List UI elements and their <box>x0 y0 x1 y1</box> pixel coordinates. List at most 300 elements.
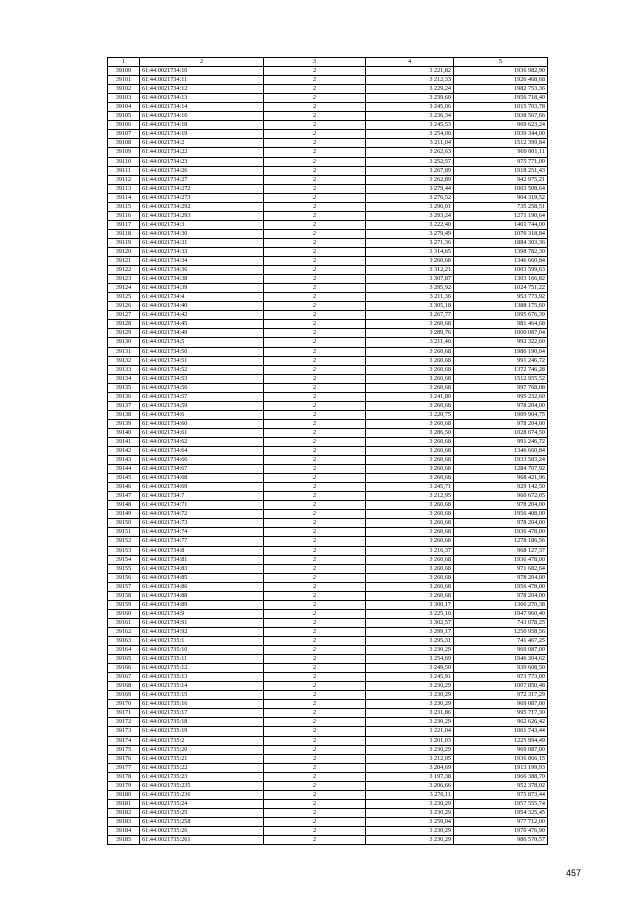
value-cell: 1278 186,56 <box>454 537 548 546</box>
row-number-cell: 39124 <box>108 284 140 293</box>
cadastral-number-cell: 61:44:0021734:27 <box>140 175 264 184</box>
category-cell: 2 <box>264 555 366 564</box>
category-cell: 2 <box>264 157 366 166</box>
cadastral-number-cell: 61:44:0021734:272 <box>140 184 264 193</box>
area-cell: 3 230,29 <box>366 691 454 700</box>
table-row <box>108 166 548 175</box>
table-row <box>108 220 548 229</box>
cadastral-number-cell: 61:44:0021734:71 <box>140 501 264 510</box>
row-number-cell: 39171 <box>108 709 140 718</box>
row-number-cell: 39137 <box>108 401 140 410</box>
category-cell: 2 <box>264 745 366 754</box>
value-cell: 1003 599,63 <box>454 266 548 275</box>
category-cell: 2 <box>264 664 366 673</box>
value-cell: 1271 190,64 <box>454 211 548 220</box>
table-row <box>108 130 548 139</box>
header-row <box>108 58 548 67</box>
value-cell: 735 258,51 <box>454 202 548 211</box>
table-row <box>108 474 548 483</box>
category-cell: 2 <box>264 682 366 691</box>
column-header: 3 <box>264 58 366 67</box>
cadastral-number-cell: 61:44:0021734:72 <box>140 510 264 519</box>
table-row <box>108 193 548 202</box>
category-cell: 2 <box>264 474 366 483</box>
area-cell: 3 262,89 <box>366 175 454 184</box>
area-cell: 3 305,18 <box>366 302 454 311</box>
area-cell: 3 204,69 <box>366 763 454 772</box>
category-cell: 2 <box>264 94 366 103</box>
cadastral-number-cell: 61:44:0021734:14 <box>140 103 264 112</box>
category-cell: 2 <box>264 175 366 184</box>
value-cell: 978 204,00 <box>454 419 548 428</box>
area-cell: 3 239,60 <box>366 94 454 103</box>
area-cell: 3 245,53 <box>366 121 454 130</box>
area-cell: 3 260,68 <box>366 320 454 329</box>
row-number-cell: 39161 <box>108 618 140 627</box>
area-cell: 3 260,68 <box>366 528 454 537</box>
cadastral-number-cell: 61:44:0021734:83 <box>140 564 264 573</box>
value-cell: 1909 904,75 <box>454 410 548 419</box>
cadastral-number-cell: 61:44:0021734:6 <box>140 410 264 419</box>
cadastral-number-cell: 61:44:0021734:16 <box>140 112 264 121</box>
row-number-cell: 39129 <box>108 329 140 338</box>
cadastral-number-cell: 61:44:0021735:258 <box>140 817 264 826</box>
value-cell: 1995 676,39 <box>454 311 548 320</box>
table-row <box>108 247 548 256</box>
row-number-cell: 39155 <box>108 564 140 573</box>
cadastral-number-cell: 61:44:0021734:293 <box>140 211 264 220</box>
value-cell: 952 378,02 <box>454 781 548 790</box>
cadastral-number-cell: 61:44:0021735:1 <box>140 637 264 646</box>
table-row <box>108 492 548 501</box>
area-cell: 3 230,29 <box>366 646 454 655</box>
area-cell: 3 295,92 <box>366 284 454 293</box>
category-cell: 2 <box>264 736 366 745</box>
row-number-cell: 39169 <box>108 691 140 700</box>
cadastral-number-cell: 61:44:0021734:85 <box>140 573 264 582</box>
category-cell: 2 <box>264 139 366 148</box>
cadastral-number-cell: 61:44:0021735:23 <box>140 772 264 781</box>
cadastral-number-cell: 61:44:0021734:62 <box>140 437 264 446</box>
row-number-cell: 39176 <box>108 754 140 763</box>
area-cell: 3 230,29 <box>366 682 454 691</box>
area-cell: 3 197,38 <box>366 772 454 781</box>
cadastral-number-cell: 61:44:0021734:273 <box>140 193 264 202</box>
cadastral-number-cell: 61:44:0021734:49 <box>140 329 264 338</box>
row-number-cell: 39135 <box>108 383 140 392</box>
table-row <box>108 103 548 112</box>
value-cell: 1954 325,45 <box>454 808 548 817</box>
row-number-cell: 39149 <box>108 510 140 519</box>
cadastral-number-cell: 61:44:0021734:66 <box>140 456 264 465</box>
value-cell: 1938 567,66 <box>454 112 548 121</box>
cadastral-number-cell: 61:44:0021735:24 <box>140 799 264 808</box>
category-cell: 2 <box>264 790 366 799</box>
category-cell: 2 <box>264 247 366 256</box>
category-cell: 2 <box>264 781 366 790</box>
table-row <box>108 293 548 302</box>
table-row <box>108 700 548 709</box>
row-number-cell: 39160 <box>108 609 140 618</box>
table-row <box>108 383 548 392</box>
table-row <box>108 808 548 817</box>
cadastral-number-cell: 61:44:0021734:64 <box>140 447 264 456</box>
category-cell: 2 <box>264 121 366 130</box>
area-cell: 3 260,68 <box>366 447 454 456</box>
cadastral-number-cell: 61:44:0021735:22 <box>140 763 264 772</box>
column-header: 1 <box>108 58 140 67</box>
value-cell: 1512 399,84 <box>454 139 548 148</box>
area-cell: 3 212,33 <box>366 76 454 85</box>
row-number-cell: 39146 <box>108 483 140 492</box>
row-number-cell: 39127 <box>108 311 140 320</box>
cadastral-number-cell: 61:44:0021734:36 <box>140 266 264 275</box>
value-cell: 1076 318,84 <box>454 229 548 238</box>
category-cell: 2 <box>264 763 366 772</box>
row-number-cell: 39133 <box>108 365 140 374</box>
cadastral-number-cell: 61:44:0021734:60 <box>140 419 264 428</box>
category-cell: 2 <box>264 600 366 609</box>
table-row <box>108 573 548 582</box>
table-row <box>108 483 548 492</box>
cadastral-number-cell: 61:44:0021735:11 <box>140 655 264 664</box>
value-cell: 991 246,72 <box>454 356 548 365</box>
category-cell: 2 <box>264 727 366 736</box>
value-cell: 1028 674,50 <box>454 428 548 437</box>
area-cell: 3 254,00 <box>366 130 454 139</box>
cadastral-number-cell: 61:44:0021734:23 <box>140 157 264 166</box>
category-cell: 2 <box>264 76 366 85</box>
area-cell: 3 271,36 <box>366 238 454 247</box>
area-cell: 3 241,80 <box>366 392 454 401</box>
value-cell: 1918 251,43 <box>454 166 548 175</box>
value-cell: 1398 782,30 <box>454 247 548 256</box>
cadastral-number-cell: 61:44:0021734:38 <box>140 275 264 284</box>
row-number-cell: 39145 <box>108 474 140 483</box>
area-cell: 3 262,63 <box>366 148 454 157</box>
value-cell: 1986 190,04 <box>454 347 548 356</box>
cadastral-number-cell: 61:44:0021734:61 <box>140 428 264 437</box>
value-cell: 1936 866,15 <box>454 754 548 763</box>
table-row <box>108 600 548 609</box>
category-cell: 2 <box>264 655 366 664</box>
row-number-cell: 39101 <box>108 76 140 85</box>
table-row <box>108 637 548 646</box>
value-cell: 1933 583,24 <box>454 456 548 465</box>
value-cell: 904 319,52 <box>454 193 548 202</box>
column-header: 2 <box>140 58 264 67</box>
area-cell: 3 267,89 <box>366 166 454 175</box>
cadastral-number-cell: 61:44:0021735:26 <box>140 826 264 835</box>
cadastral-number-cell: 61:44:0021734:19 <box>140 130 264 139</box>
value-cell: 992 322,60 <box>454 338 548 347</box>
area-cell: 3 254,69 <box>366 655 454 664</box>
category-cell: 2 <box>264 519 366 528</box>
table-row <box>108 673 548 682</box>
category-cell: 2 <box>264 257 366 266</box>
area-cell: 3 259,04 <box>366 817 454 826</box>
area-cell: 3 260,68 <box>366 519 454 528</box>
table-row <box>108 148 548 157</box>
category-cell: 2 <box>264 275 366 284</box>
area-cell: 3 201,03 <box>366 736 454 745</box>
value-cell: 939 608,50 <box>454 664 548 673</box>
category-cell: 2 <box>264 437 366 446</box>
category-cell: 2 <box>264 148 366 157</box>
area-cell: 3 260,68 <box>366 437 454 446</box>
table-row <box>108 790 548 799</box>
table-row <box>108 781 548 790</box>
row-number-cell: 39181 <box>108 799 140 808</box>
table-row <box>108 691 548 700</box>
row-number-cell: 39109 <box>108 148 140 157</box>
category-cell: 2 <box>264 320 366 329</box>
category-cell: 2 <box>264 302 366 311</box>
category-cell: 2 <box>264 673 366 682</box>
row-number-cell: 39112 <box>108 175 140 184</box>
category-cell: 2 <box>264 347 366 356</box>
table-row <box>108 157 548 166</box>
cadastral-number-cell: 61:44:0021734:77 <box>140 537 264 546</box>
category-cell: 2 <box>264 229 366 238</box>
row-number-cell: 39158 <box>108 591 140 600</box>
table-row <box>108 646 548 655</box>
cadastral-number-cell: 61:44:0021735:15 <box>140 691 264 700</box>
value-cell: 986 570,57 <box>454 836 548 845</box>
value-cell: 929 142,50 <box>454 483 548 492</box>
category-cell: 2 <box>264 374 366 383</box>
value-cell: 1946 304,62 <box>454 655 548 664</box>
value-cell: 1956 478,00 <box>454 582 548 591</box>
table-row <box>108 817 548 826</box>
cadastral-number-cell: 61:44:0021734:67 <box>140 465 264 474</box>
cadastral-number-cell: 61:44:0021735:25 <box>140 808 264 817</box>
row-number-cell: 39134 <box>108 374 140 383</box>
value-cell: 1936 478,00 <box>454 555 548 564</box>
row-number-cell: 39166 <box>108 664 140 673</box>
cadastral-number-cell: 61:44:0021735:13 <box>140 673 264 682</box>
value-cell: 1957 555,74 <box>454 799 548 808</box>
cadastral-number-cell: 61:44:0021735:18 <box>140 718 264 727</box>
table-row <box>108 275 548 284</box>
table-row <box>108 392 548 401</box>
area-cell: 3 252,57 <box>366 157 454 166</box>
value-cell: 1956 718,40 <box>454 94 548 103</box>
row-number-cell: 39113 <box>108 184 140 193</box>
area-cell: 3 312,21 <box>366 266 454 275</box>
category-cell: 2 <box>264 311 366 320</box>
value-cell: 1000 087,04 <box>454 329 548 338</box>
area-cell: 3 260,68 <box>366 510 454 519</box>
category-cell: 2 <box>264 130 366 139</box>
table-row <box>108 682 548 691</box>
category-cell: 2 <box>264 329 366 338</box>
row-number-cell: 39151 <box>108 528 140 537</box>
value-cell: 991 246,72 <box>454 437 548 446</box>
area-cell: 3 260,68 <box>366 582 454 591</box>
cadastral-number-cell: 61:44:0021734:53 <box>140 374 264 383</box>
value-cell: 978 204,00 <box>454 519 548 528</box>
cadastral-number-cell: 61:44:0021734:42 <box>140 311 264 320</box>
table-row <box>108 257 548 266</box>
category-cell: 2 <box>264 410 366 419</box>
row-number-cell: 39110 <box>108 157 140 166</box>
area-cell: 3 230,29 <box>366 718 454 727</box>
category-cell: 2 <box>264 564 366 573</box>
value-cell: 1015 703,78 <box>454 103 548 112</box>
row-number-cell: 39139 <box>108 419 140 428</box>
table-row <box>108 799 548 808</box>
area-cell: 3 260,68 <box>366 465 454 474</box>
row-number-cell: 39126 <box>108 302 140 311</box>
category-cell: 2 <box>264 465 366 474</box>
area-cell: 3 211,04 <box>366 139 454 148</box>
category-cell: 2 <box>264 284 366 293</box>
table-row <box>108 582 548 591</box>
table-row <box>108 347 548 356</box>
cadastral-number-cell: 61:44:0021734:31 <box>140 238 264 247</box>
table-row <box>108 519 548 528</box>
area-cell: 3 206,66 <box>366 781 454 790</box>
table-row <box>108 112 548 121</box>
value-cell: 1982 753,36 <box>454 85 548 94</box>
category-cell: 2 <box>264 582 366 591</box>
category-cell: 2 <box>264 365 366 374</box>
category-cell: 2 <box>264 546 366 555</box>
table-row <box>108 546 548 555</box>
row-number-cell: 39156 <box>108 573 140 582</box>
row-number-cell: 39150 <box>108 519 140 528</box>
row-number-cell: 39131 <box>108 347 140 356</box>
row-number-cell: 39117 <box>108 220 140 229</box>
value-cell: 1401 744,00 <box>454 220 548 229</box>
cadastral-number-cell: 61:44:0021735:10 <box>140 646 264 655</box>
table-row <box>108 419 548 428</box>
table-row <box>108 184 548 193</box>
cadastral-number-cell: 61:44:0021735:235 <box>140 781 264 790</box>
row-number-cell: 39121 <box>108 257 140 266</box>
row-number-cell: 39154 <box>108 555 140 564</box>
row-number-cell: 39144 <box>108 465 140 474</box>
category-cell: 2 <box>264 67 366 76</box>
row-number-cell: 39182 <box>108 808 140 817</box>
value-cell: 962 626,42 <box>454 718 548 727</box>
table-row <box>108 718 548 727</box>
category-cell: 2 <box>264 528 366 537</box>
category-cell: 2 <box>264 85 366 94</box>
table-row <box>108 311 548 320</box>
table-row <box>108 627 548 636</box>
category-cell: 2 <box>264 637 366 646</box>
value-cell: 1007 850,48 <box>454 682 548 691</box>
category-cell: 2 <box>264 293 366 302</box>
area-cell: 3 300,17 <box>366 600 454 609</box>
table-row <box>108 609 548 618</box>
value-cell: 960 672,05 <box>454 492 548 501</box>
cadastral-value-table <box>107 57 548 845</box>
table-row <box>108 76 548 85</box>
area-cell: 3 279,44 <box>366 184 454 193</box>
table-row <box>108 754 548 763</box>
row-number-cell: 39164 <box>108 646 140 655</box>
area-cell: 3 230,29 <box>366 799 454 808</box>
value-cell: 1913 199,93 <box>454 763 548 772</box>
value-cell: 1956 408,00 <box>454 510 548 519</box>
table-row <box>108 655 548 664</box>
category-cell: 2 <box>264 456 366 465</box>
cadastral-number-cell: 61:44:0021735:261 <box>140 836 264 845</box>
area-cell: 3 270,11 <box>366 790 454 799</box>
row-number-cell: 39183 <box>108 817 140 826</box>
value-cell: 1346 660,84 <box>454 447 548 456</box>
category-cell: 2 <box>264 501 366 510</box>
table-row <box>108 302 548 311</box>
cadastral-number-cell: 61:44:0021734:33 <box>140 247 264 256</box>
cadastral-number-cell: 61:44:0021734:13 <box>140 94 264 103</box>
category-cell: 2 <box>264 483 366 492</box>
row-number-cell: 39111 <box>108 166 140 175</box>
table-row <box>108 94 548 103</box>
area-cell: 3 279,49 <box>366 229 454 238</box>
table-row <box>108 329 548 338</box>
area-cell: 3 276,52 <box>366 193 454 202</box>
area-cell: 3 211,40 <box>366 338 454 347</box>
cadastral-number-cell: 61:44:0021735:14 <box>140 682 264 691</box>
value-cell: 1936 982,90 <box>454 67 548 76</box>
value-cell: 972 317,29 <box>454 691 548 700</box>
category-cell: 2 <box>264 700 366 709</box>
value-cell: 1366 270,38 <box>454 600 548 609</box>
table-row <box>108 555 548 564</box>
table-row <box>108 664 548 673</box>
value-cell: 1003 508,64 <box>454 184 548 193</box>
value-cell: 1947 960,40 <box>454 609 548 618</box>
category-cell: 2 <box>264 492 366 501</box>
table-row <box>108 564 548 573</box>
row-number-cell: 39173 <box>108 727 140 736</box>
row-number-cell: 39122 <box>108 266 140 275</box>
table-row <box>108 284 548 293</box>
row-number-cell: 39162 <box>108 627 140 636</box>
table-row <box>108 139 548 148</box>
category-cell: 2 <box>264 103 366 112</box>
area-cell: 3 299,17 <box>366 627 454 636</box>
cadastral-number-cell: 61:44:0021734:51 <box>140 356 264 365</box>
table-row <box>108 709 548 718</box>
table-row <box>108 763 548 772</box>
area-cell: 3 220,75 <box>366 410 454 419</box>
row-number-cell: 39118 <box>108 229 140 238</box>
category-cell: 2 <box>264 166 366 175</box>
row-number-cell: 39179 <box>108 781 140 790</box>
value-cell: 975 873,44 <box>454 790 548 799</box>
table-row <box>108 736 548 745</box>
row-number-cell: 39140 <box>108 428 140 437</box>
table-row <box>108 374 548 383</box>
value-cell: 968 421,96 <box>454 474 548 483</box>
value-cell: 978 204,00 <box>454 573 548 582</box>
area-cell: 3 260,68 <box>366 374 454 383</box>
area-cell: 3 260,68 <box>366 456 454 465</box>
area-cell: 3 286,50 <box>366 428 454 437</box>
table-row <box>108 772 548 781</box>
value-cell: 1939 344,00 <box>454 130 548 139</box>
cadastral-number-cell: 61:44:0021734:10 <box>140 67 264 76</box>
area-cell: 3 211,36 <box>366 293 454 302</box>
cadastral-number-cell: 61:44:0021735:12 <box>140 664 264 673</box>
cadastral-number-cell: 61:44:0021734:26 <box>140 166 264 175</box>
cadastral-number-cell: 61:44:0021734:52 <box>140 365 264 374</box>
